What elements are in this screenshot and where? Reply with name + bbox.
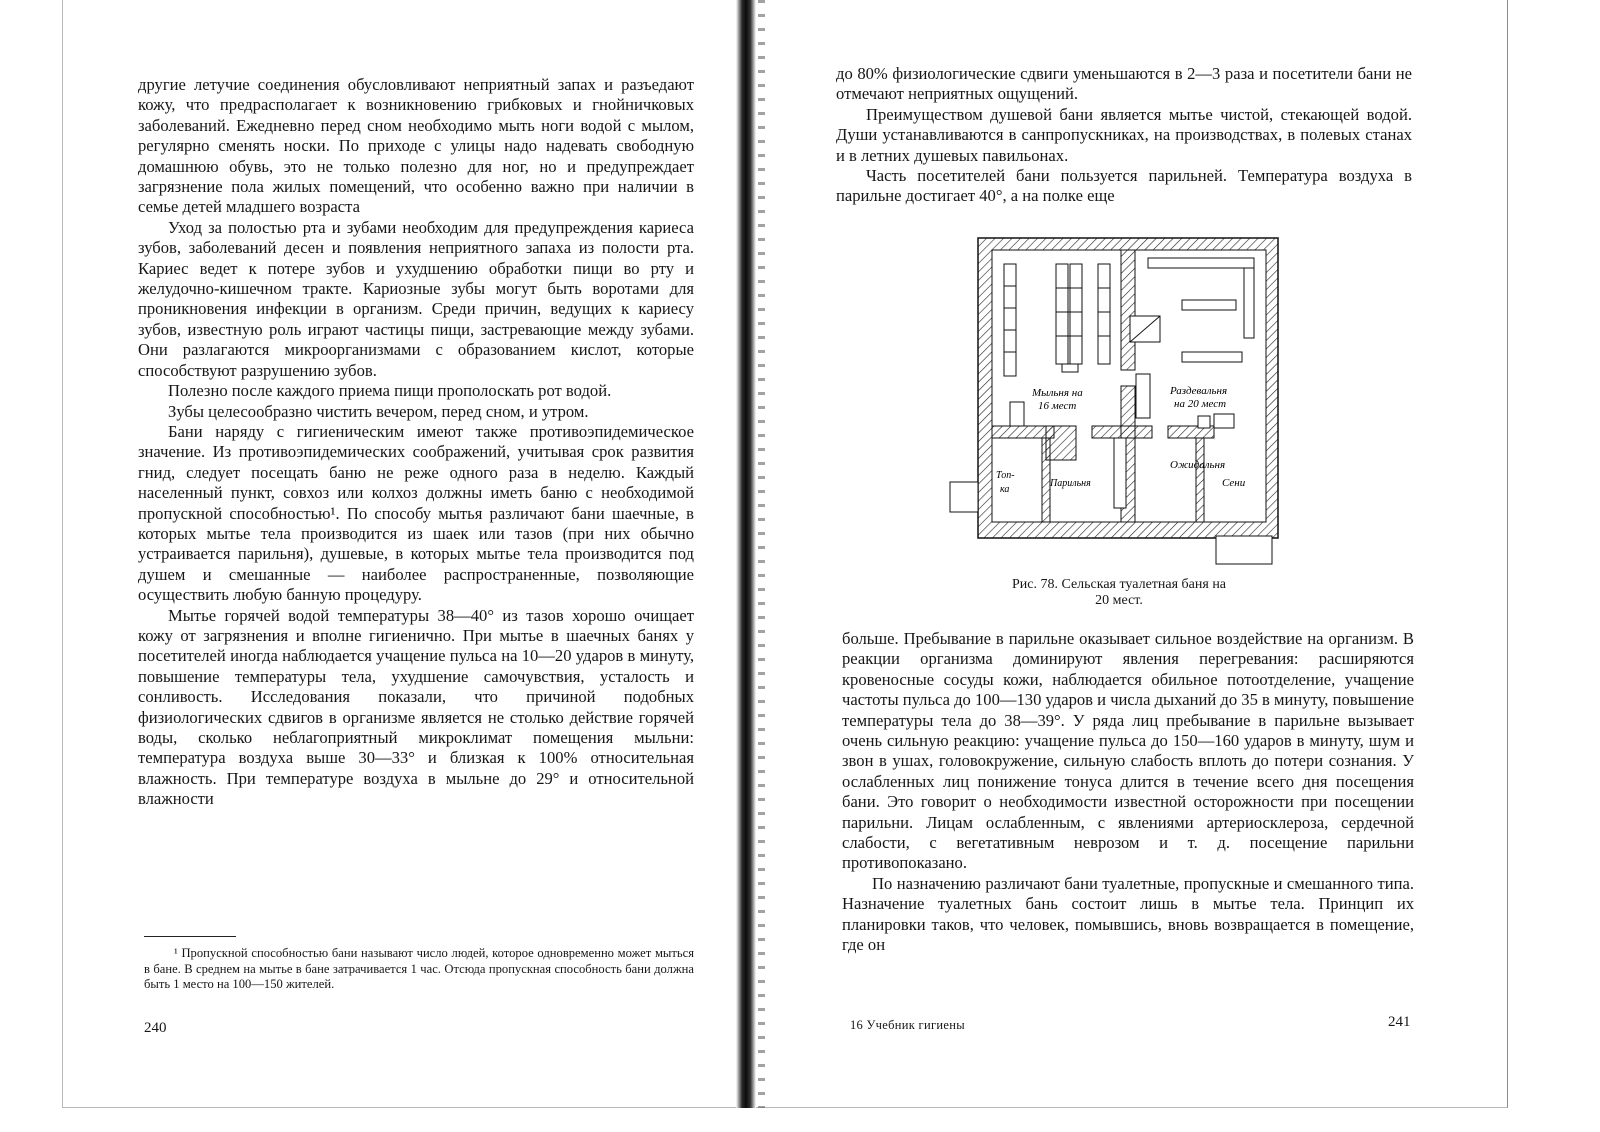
steam-room-label: Парильня: [1050, 478, 1091, 489]
page-number-right: 241: [1388, 1014, 1411, 1030]
paragraph: Зубы целесообразно чистить вечером, перед сном, и утром.: [168, 401, 589, 421]
paragraph: Бани наряду с гигиеническим имеют также противоэпидемическое значение. Из противоэпидемических соображений, учитывая срок развития гнид, следует посещать баню не реже одного раза в неделю. Каждый населенный пункт, совхоз или колхоз должны иметь баню с необходимой пропускной способностью¹. По способу мытья различают бани шаечные, в которых мытье тела производится из шаек или тазов (при них обычно устраивается парильня), душевые, в которых мытье тела производится под душем и смешанные — наиболее распространенные, позволяющие осуществить любую банную процедуру.: [138, 421, 694, 605]
paragraph: больше. Пребывание в парильне оказывает сильное воздействие на организм. В реакции организма доминируют явления перегревания: расширяются кровеносные сосуды кожи, наблюдается обильное потоотделение, учащение частоты пульса до 100—130 ударов и числа дыханий до 35 в минуту, повышение температуры тела до 38—39°. У ряда лиц пребывание в парильне вызывает очень сильную реакцию: учащение пульса до 150—160 ударов в минуту, шум и звон в ушах, головокружение, сильную слабость вплоть до потери сознания. У ослабленных лиц понижение тонуса длится в течение всего дня посещения бани. Это говорит о необходимости известной осторожности при посещении парильни. Лицам ослабленным, с явлениями артериосклероза, сердечной слабости, с вегетативным неврозом и т. д. посещение парильни противопоказано.: [842, 629, 1414, 873]
right-page-text-top: [836, 64, 1412, 207]
paragraph: Часть посетителей бани пользуется парильней. Температура воздуха в парильне достигает 40°, а на полке еще: [836, 166, 1412, 206]
paragraph: Мытье горячей водой температуры 38—40° из тазов хорошо очищает кожу от загрязнения и вполне гигиенично. При мытье в шаечных банях у посетителей иногда наблюдается учащение пульса на 10—20 ударов в минуту, повышение температуры тела, ухудшение самочувствия, усталость и сонливость. Исследования показали, что причиной подобных физиологических сдвигов в организме является не столько действие горячей воды, сколько неблагоприятный микроклимат помещения мыльни: температура воздуха выше 30—33° и близкая к 100% относительная влажность. При температуре воздуха в мыльне до 29° и относительной влажности: [138, 605, 694, 809]
footnote: ¹ Пропускной способностью бани называют число людей, которое одновременно может мыться в бане. В среднем на мытье в бане затрачивается 1 час. Отсюда пропускная способность бани должна быть 1 место на 100—150 жителей.: [144, 946, 694, 992]
firebox-label-1: Топ-: [996, 470, 1015, 481]
left-page-text: [138, 75, 694, 810]
vestibule-label: Сени: [1222, 477, 1246, 489]
figure-caption: [946, 577, 1292, 609]
book-spine-gutter: [736, 0, 756, 1108]
firebox-label-2: ка: [1000, 484, 1010, 495]
paragraph: Уход за полостью рта и зубами необходим для предупреждения кариеса зубов, заболеваний десен и появления неприятного запаха из полости рта. Кариес ведет к потере зубов и ухудшению обработки пищи во рту и желудочно-кишечном тракте. Кариозные зубы могут быть воротами для проникновения инфекции в организм. Среди причин, ведущих к кариесу зубов, известную роль играют частицы пищи, застревающие между зубами. Они разлагаются микроорганизмами с образованием кислот, которые способствуют разрушению зубов.: [138, 217, 694, 380]
floor-plan-figure: [946, 236, 1292, 574]
wash-room-label-1: Мыльня на: [1032, 387, 1083, 399]
dressing-room-label-1: Раздевальня: [1170, 385, 1228, 397]
wash-room-label-2: 16 мест: [1038, 400, 1077, 412]
dressing-room-label-2: на 20 мест: [1174, 398, 1227, 410]
paragraph: Преимуществом душевой бани является мытье чистой, стекающей водой. Души устанавливаются в санпропускниках, на производствах, в полевых станах и в летних душевых павильонах.: [836, 104, 1412, 165]
paragraph: Полезно после каждого приема пищи прополоскать рот водой.: [168, 381, 612, 401]
caption-line: 20 мест.: [1095, 593, 1143, 608]
spine-shadow: [758, 0, 765, 1108]
paragraph: до 80% физиологические сдвиги уменьшаются в 2—3 раза и посетители бани не отмечают неприятных ощущений.: [836, 64, 1412, 104]
page-number-left: 240: [144, 1020, 167, 1036]
paragraph: другие летучие соединения обусловливают неприятный запах и разъедают кожу, что предрасполагает к возникновению грибковых и гнойничковых заболеваний. Ежедневно перед сном необходимо мыть ноги водой с мылом, регулярно сменять носки. По приходе с улицы надо надевать свободную домашнюю обувь, это не только полезно для ног, но и предупреждает загрязнение пола жилых помещений, что особенно важно при наличии в семье детей младшего возраста: [138, 75, 694, 217]
right-page-text-bottom: [842, 629, 1414, 956]
caption-line: Рис. 78. Сельская туалетная баня на: [1011, 577, 1227, 592]
paragraph: По назначению различают бани туалетные, пропускные и смешанного типа. Назначение туалетных бань состоит лишь в мытье тела. Принцип их планировки таков, что человек, помывшись, вновь возвращается в помещение, где он: [842, 873, 1414, 955]
waiting-room-label: Ожидальня: [1170, 459, 1226, 471]
printer-signature: 16 Учебник гигиены: [850, 1018, 965, 1032]
footnote-rule: [144, 936, 236, 937]
